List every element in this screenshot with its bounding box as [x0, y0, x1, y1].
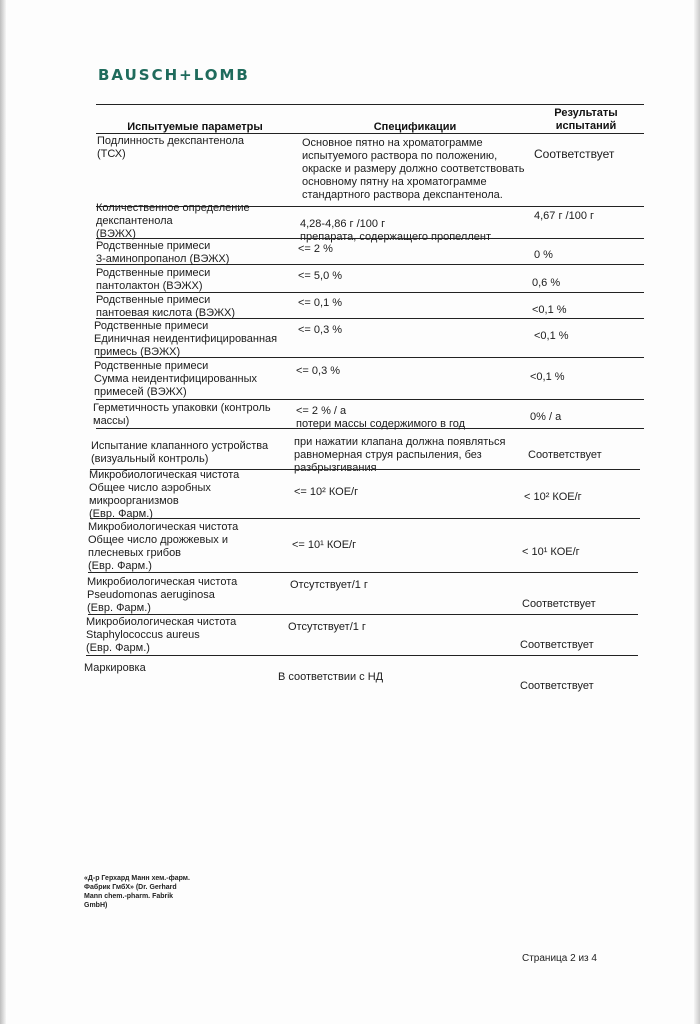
- row-10-result: < 10² КОЕ/г: [524, 491, 582, 503]
- row-4-result: 0,6 %: [532, 277, 561, 289]
- page-number: Страница 2 из 4: [522, 953, 597, 964]
- row-divider: [96, 318, 644, 319]
- row-5-parameter: Родственные примеси пантоевая кислота (ВЭЖХ): [96, 294, 236, 319]
- row-8-result: 0% / а: [530, 411, 562, 423]
- row-13-specification: Отсутствует/1 г: [288, 621, 366, 633]
- header-specifications: Спецификации: [373, 121, 457, 133]
- row-3-specification: <= 2 %: [298, 243, 333, 255]
- row-11-parameter: Микробиологическая чистота Общее число дрожжевых и плесневых грибов (Евр. Фарм.): [88, 521, 239, 572]
- row-divider: [88, 572, 638, 573]
- table-header-rule: [96, 133, 644, 134]
- row-7-result: <0,1 %: [530, 371, 565, 383]
- row-6-parameter: Родственные примеси Единичная неидентифицированная примесь (ВЭЖХ): [94, 320, 278, 358]
- row-1-result: Соответствует: [534, 147, 615, 161]
- row-5-result: <0,1 %: [532, 304, 567, 316]
- row-14-specification: В соответствии с НД: [278, 671, 384, 683]
- row-6-result: <0,1 %: [534, 330, 569, 342]
- row-divider: [88, 614, 638, 615]
- row-14-result: Соответствует: [520, 680, 594, 692]
- right-page-edge: [694, 0, 700, 1024]
- row-13-parameter: Микробиологическая чистота Staphylococcus aureus (Евр. Фарм.): [86, 616, 237, 654]
- row-2-specification: 4,28-4,86 г /100 г препарата, содержащего пропеллент: [300, 218, 491, 243]
- row-8-parameter: Герметичность упаковки (контроль массы): [93, 402, 271, 427]
- row-9-specification: при нажатии клапана должна появляться равномерная струя распыления, без разбрызгивания: [294, 436, 506, 474]
- row-12-parameter: Микробиологическая чистота Pseudomonas aeruginosa (Евр. Фарм.): [87, 576, 238, 614]
- row-divider: [96, 264, 644, 265]
- row-divider: [90, 518, 640, 519]
- brand-logo: BAUSCH+LOMB: [98, 66, 250, 84]
- row-4-parameter: Родственные примеси пантолактон (ВЭЖХ): [96, 267, 211, 292]
- row-divider: [96, 428, 644, 429]
- row-6-specification: <= 0,3 %: [298, 324, 343, 336]
- row-3-result: 0 %: [534, 249, 553, 261]
- left-page-edge: [0, 0, 6, 1024]
- row-divider: [96, 399, 644, 400]
- row-divider: [96, 238, 644, 239]
- row-2-parameter: Количественное определение декспантенола (ВЭЖХ): [96, 202, 250, 240]
- row-7-parameter: Родственные примеси Сумма неидентифицированных примесей (ВЭЖХ): [94, 360, 258, 398]
- row-9-result: Соответствует: [528, 449, 602, 461]
- row-4-specification: <= 5,0 %: [298, 270, 343, 282]
- row-divider: [96, 357, 644, 358]
- table-top-rule: [96, 104, 644, 105]
- row-2-result: 4,67 г /100 г: [534, 210, 595, 222]
- row-3-parameter: Родственные примеси 3-аминопропанол (ВЭЖХ): [96, 240, 230, 265]
- row-8-specification: <= 2 % / а потери массы содержимого в год: [296, 405, 466, 430]
- row-11-specification: <= 10¹ КОЕ/г: [292, 539, 357, 551]
- row-7-specification: <= 0,3 %: [296, 365, 341, 377]
- header-results: Результаты испытаний: [554, 107, 618, 132]
- row-12-result: Соответствует: [522, 598, 596, 610]
- row-1-specification: Основное пятно на хроматограмме испытуемого раствора по положению, окраске и размеру должно соответствовать основному пятну на хроматограмме стандартного раствора декспантенола.: [302, 137, 525, 201]
- row-10-parameter: Микробиологическая чистота Общее число аэробных микроорганизмов (Евр. Фарм.): [89, 469, 240, 520]
- row-14-parameter: Маркировка: [84, 662, 146, 674]
- row-10-specification: <= 10² КОЕ/г: [294, 486, 359, 498]
- row-divider: [86, 655, 638, 656]
- row-11-result: < 10¹ КОЕ/г: [522, 546, 580, 558]
- row-divider: [96, 292, 644, 293]
- row-9-parameter: Испытание клапанного устройства (визуальный контроль): [91, 440, 269, 465]
- row-5-specification: <= 0,1 %: [298, 297, 343, 309]
- row-1-parameter: Подлинность декспантенола (ТСХ): [97, 135, 244, 160]
- manufacturer-note: «Д-р Герхард Манн хем.-фарм. Фабрик ГмбХ» (Dr. Gerhard Mann chem.-pharm. Fabrik GmbH): [84, 875, 190, 909]
- header-parameters: Испытуемые параметры: [127, 121, 263, 133]
- row-13-result: Соответствует: [520, 639, 594, 651]
- row-12-specification: Отсутствует/1 г: [290, 579, 368, 591]
